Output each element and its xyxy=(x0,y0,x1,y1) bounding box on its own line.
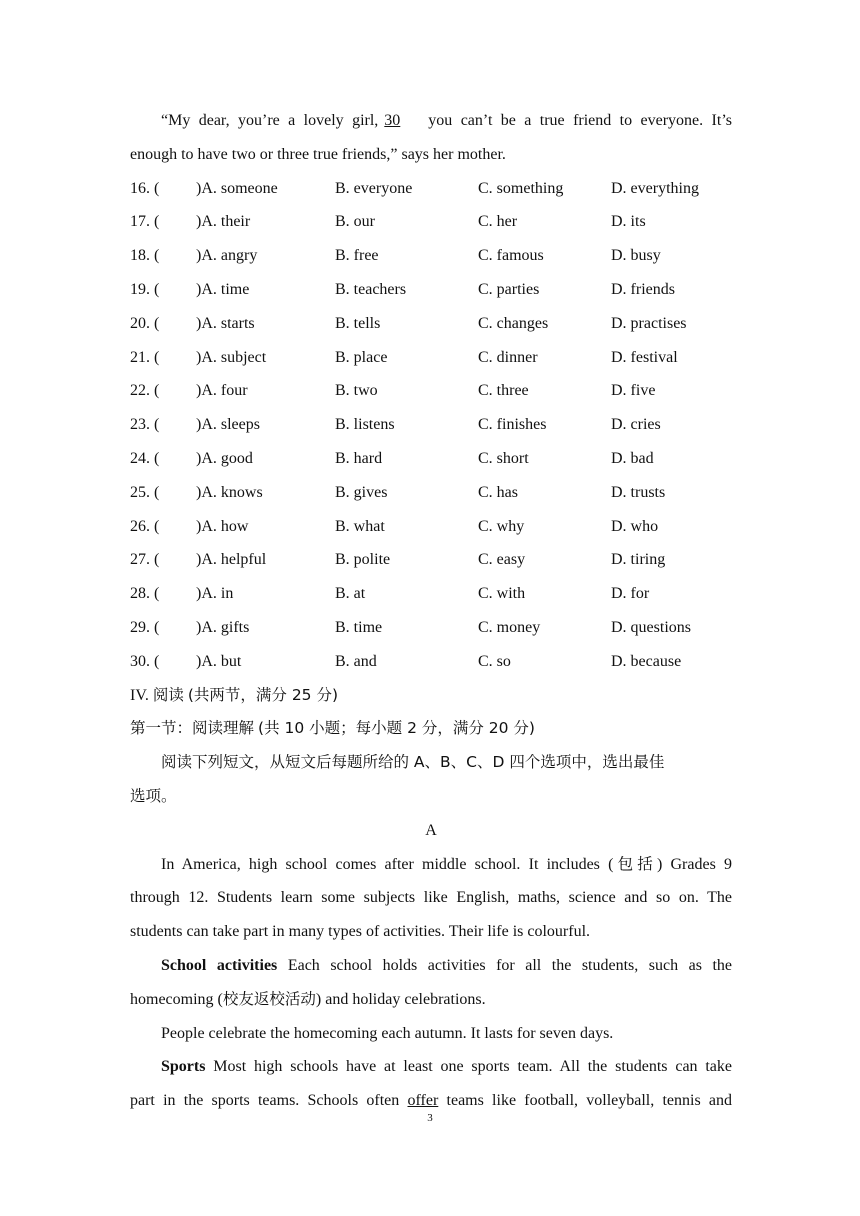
text-span: homecoming ( xyxy=(130,990,223,1008)
text-span: teams like football, volleyball, tennis and xyxy=(446,1092,732,1110)
option-d: D. practises xyxy=(611,314,687,332)
option-d: D. bad xyxy=(611,449,654,467)
text-span: Most high schools have at least one sports team. All the students can take xyxy=(213,1058,732,1076)
passage-p1-line-2: through 12. Students learn some subjects like English, maths, science and so on. The xyxy=(130,889,732,907)
question-list xyxy=(130,172,732,679)
option-d: D. who xyxy=(611,517,659,535)
option-a: )A. angry xyxy=(196,247,258,265)
question-number: 28. ( xyxy=(130,585,160,603)
option-c: C. short xyxy=(478,449,529,467)
option-a: )A. helpful xyxy=(196,551,267,569)
part-title: 第一节：阅读理解 xyxy=(130,719,255,738)
intro-line-2: enough to have two or three true friends,” says her mother. xyxy=(130,145,506,163)
question-number: 20. ( xyxy=(130,314,160,332)
underlined-word: offer xyxy=(407,1092,439,1110)
question-row xyxy=(130,645,732,679)
section-roman: IV. xyxy=(130,686,149,704)
section-title: 阅读 xyxy=(152,685,184,704)
subheading-sports: Sports xyxy=(161,1058,206,1076)
question-number: 16. ( xyxy=(130,179,160,197)
option-b: B. our xyxy=(335,213,375,231)
question-row xyxy=(130,374,732,408)
option-d: D. for xyxy=(611,585,650,603)
passage-p2-line-2 xyxy=(130,983,732,1017)
section-info: (共两节，满分 25 分) xyxy=(187,685,339,704)
option-b: B. two xyxy=(335,382,378,400)
option-a: )A. four xyxy=(196,382,248,400)
option-b: B. what xyxy=(335,517,385,535)
cn-gloss: 包括 xyxy=(613,854,657,873)
question-row xyxy=(130,476,732,510)
question-number: 27. ( xyxy=(130,551,160,569)
text-span: part in the sports teams. Schools often xyxy=(130,1092,400,1110)
question-number: 21. ( xyxy=(130,348,160,366)
option-c: C. her xyxy=(478,213,518,231)
question-row xyxy=(130,611,732,645)
option-a: )A. gifts xyxy=(196,618,250,636)
question-row xyxy=(130,273,732,307)
option-b: B. tells xyxy=(335,314,381,332)
passage-p1-line-3: students can take part in many types of activities. Their life is colourful. xyxy=(130,923,591,941)
option-b: B. time xyxy=(335,618,383,636)
option-b: B. everyone xyxy=(335,179,413,197)
question-number: 25. ( xyxy=(130,483,160,501)
option-c: C. with xyxy=(478,585,526,603)
option-d: D. everything xyxy=(611,179,699,197)
passage-label: A xyxy=(425,821,437,839)
cn-gloss: 校友返校活动 xyxy=(222,989,316,1008)
option-b: B. teachers xyxy=(335,280,407,298)
option-a: )A. starts xyxy=(196,314,255,332)
option-b: B. at xyxy=(335,585,366,603)
option-a: )A. someone xyxy=(196,179,278,197)
option-d: D. friends xyxy=(611,280,675,298)
question-number: 18. ( xyxy=(130,247,160,265)
option-c: C. parties xyxy=(478,280,540,298)
question-number: 23. ( xyxy=(130,416,160,434)
question-number: 24. ( xyxy=(130,449,160,467)
option-a: )A. how xyxy=(196,517,249,535)
question-row xyxy=(130,442,732,476)
question-row xyxy=(130,510,732,544)
intro-text: “My dear, you’re a lovely girl, xyxy=(161,112,379,129)
blank-30: 30 xyxy=(384,112,401,129)
question-number: 19. ( xyxy=(130,280,160,298)
instruction-line-2: 选项。 xyxy=(130,786,177,805)
question-number: 29. ( xyxy=(130,618,160,636)
option-b: B. and xyxy=(335,652,377,670)
question-row xyxy=(130,341,732,375)
option-c: C. dinner xyxy=(478,348,538,366)
question-row xyxy=(130,408,732,442)
option-d: D. tiring xyxy=(611,551,666,569)
part-info: (共 10 小题；每小题 2 分，满分 20 分) xyxy=(258,719,535,738)
intro-text-cont: you can’t be a true friend to everyone. It’s xyxy=(428,112,732,129)
option-c: C. finishes xyxy=(478,416,547,434)
option-d: D. because xyxy=(611,652,682,670)
option-b: B. gives xyxy=(335,483,388,501)
question-number: 22. ( xyxy=(130,382,160,400)
passage-p1-line-1 xyxy=(130,848,732,882)
option-c: C. has xyxy=(478,483,518,501)
option-a: )A. subject xyxy=(196,348,267,366)
instruction-line-1: 阅读下列短文，从短文后每题所给的 A、B、C、D 四个选项中，选出最佳 xyxy=(161,753,665,772)
option-d: D. cries xyxy=(611,416,661,434)
option-d: D. trusts xyxy=(611,483,666,501)
question-row xyxy=(130,543,732,577)
question-row xyxy=(130,172,732,206)
passage-p4-line-1 xyxy=(130,1050,732,1084)
option-b: B. listens xyxy=(335,416,395,434)
question-number: 26. ( xyxy=(130,517,160,535)
passage-p3: People celebrate the homecoming each autumn. It lasts for seven days. xyxy=(161,1024,614,1042)
option-b: B. hard xyxy=(335,449,383,467)
question-row xyxy=(130,577,732,611)
question-row xyxy=(130,239,732,273)
option-c: C. something xyxy=(478,179,564,197)
option-b: B. place xyxy=(335,348,388,366)
option-a: )A. but xyxy=(196,652,242,670)
option-a: )A. good xyxy=(196,449,253,467)
subheading-school-activities: School activities xyxy=(161,956,278,974)
option-c: C. money xyxy=(478,618,541,636)
document-page xyxy=(130,104,732,1118)
option-d: D. five xyxy=(611,382,656,400)
option-d: D. festival xyxy=(611,348,678,366)
option-c: C. famous xyxy=(478,247,544,265)
option-c: C. changes xyxy=(478,314,549,332)
option-d: D. its xyxy=(611,213,646,231)
option-d: D. questions xyxy=(611,618,691,636)
text-span: Each school holds activities for all the students, such as the xyxy=(287,956,733,974)
option-b: B. free xyxy=(335,247,379,265)
option-a: )A. sleeps xyxy=(196,416,260,434)
question-row xyxy=(130,205,732,239)
option-a: )A. in xyxy=(196,585,234,603)
question-row xyxy=(130,307,732,341)
option-c: C. so xyxy=(478,652,511,670)
option-b: B. polite xyxy=(335,551,391,569)
section-heading xyxy=(130,679,732,713)
question-number: 17. ( xyxy=(130,213,160,231)
option-a: )A. their xyxy=(196,213,251,231)
question-number: 30. ( xyxy=(130,652,160,670)
option-c: C. three xyxy=(478,382,529,400)
part-heading xyxy=(130,712,732,746)
option-c: C. easy xyxy=(478,551,526,569)
page-number: 3 xyxy=(427,1112,433,1124)
text-span: In America, high school comes after middle school. It includes ( xyxy=(161,855,614,873)
option-d: D. busy xyxy=(611,247,661,265)
option-a: )A. time xyxy=(196,280,250,298)
text-span: ) and holiday celebrations. xyxy=(315,990,486,1008)
intro-line-1 xyxy=(130,104,732,138)
passage-p2-line-1 xyxy=(130,949,732,983)
option-c: C. why xyxy=(478,517,525,535)
option-a: )A. knows xyxy=(196,483,263,501)
text-span: ) Grades 9 xyxy=(656,855,732,873)
